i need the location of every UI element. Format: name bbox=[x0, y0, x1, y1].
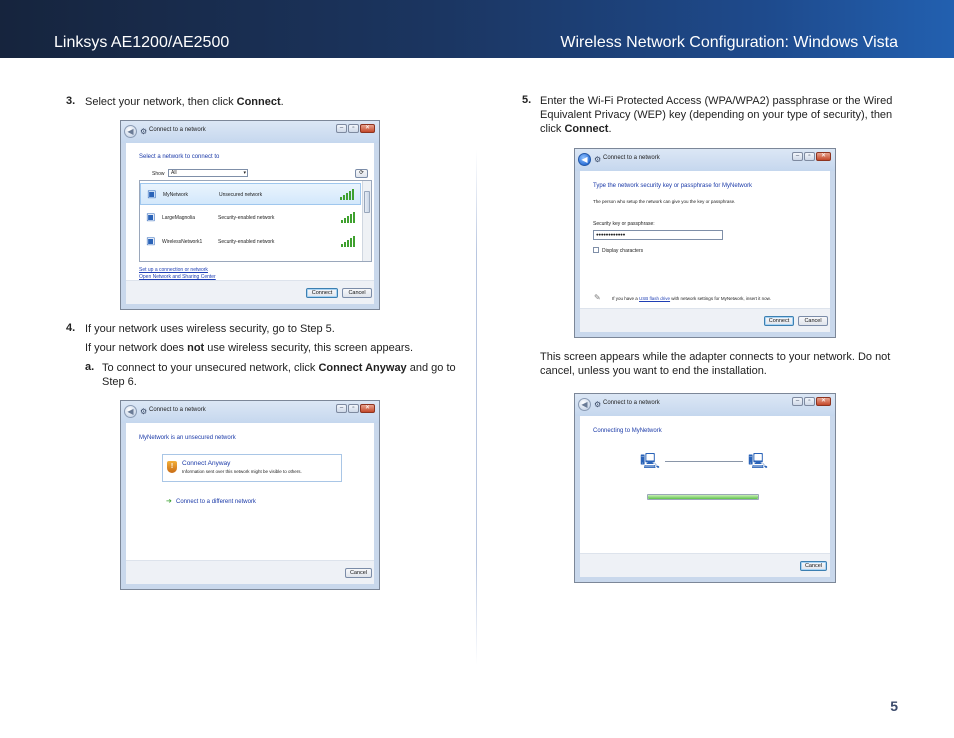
usb-note: If you have a USB flash drive with network settings for MyNetwork, insert it now. bbox=[612, 296, 771, 301]
maximize-button[interactable]: ▫ bbox=[348, 124, 359, 133]
signal-bars-icon bbox=[340, 189, 354, 200]
dialog-select-network bbox=[120, 120, 380, 310]
network-list bbox=[139, 180, 372, 262]
show-select[interactable]: All ▾ bbox=[168, 169, 248, 177]
dialog-heading: MyNetwork is an unsecured network bbox=[139, 435, 236, 441]
minimize-button[interactable]: – bbox=[792, 397, 803, 406]
title-bar bbox=[121, 121, 379, 143]
signal-bars-icon bbox=[341, 212, 355, 223]
setup-connection-link[interactable]: Set up a connection or network bbox=[139, 267, 208, 273]
computer-icon: ▣ bbox=[147, 189, 157, 200]
network-icon: ⚙ bbox=[594, 155, 602, 164]
maximize-button[interactable]: ▫ bbox=[348, 404, 359, 413]
cancel-button[interactable]: Cancel bbox=[798, 316, 828, 326]
chevron-down-icon: ▾ bbox=[243, 170, 246, 176]
step-4-number: 4. bbox=[66, 322, 76, 334]
title-bar bbox=[575, 394, 835, 416]
connection-line bbox=[665, 461, 743, 462]
page-number: 5 bbox=[890, 698, 898, 714]
key-label: Security key or passphrase: bbox=[593, 221, 655, 227]
dialog-title: Connect to a network bbox=[149, 127, 206, 133]
dialog-unsecured-network bbox=[120, 400, 380, 590]
dialog-subheading: The person who setup the network can give you the key or passphrase. bbox=[593, 199, 736, 204]
cancel-button[interactable]: Cancel bbox=[342, 288, 372, 298]
security-key-input[interactable]: ●●●●●●●●●●●● bbox=[593, 230, 723, 240]
display-characters-label: Display characters bbox=[602, 248, 644, 254]
refresh-button[interactable]: ⟳ bbox=[355, 169, 368, 178]
minimize-button[interactable]: – bbox=[336, 124, 347, 133]
step-3-number: 3. bbox=[66, 95, 76, 107]
step-4a-text: To connect to your unsecured network, click Connect Anyway and go to Step 6. bbox=[102, 362, 456, 388]
step-4a-label: a. bbox=[85, 361, 95, 373]
network-sharing-link[interactable]: Open Network and Sharing Center bbox=[139, 274, 216, 280]
signal-bars-icon bbox=[341, 236, 355, 247]
network-icon: ⚙ bbox=[140, 127, 148, 136]
minimize-button[interactable]: – bbox=[336, 404, 347, 413]
computer-icon: 🖳 bbox=[640, 453, 661, 470]
step-5-text: Enter the Wi-Fi Protected Access (WPA/WPA2) passphrase or the Wired Equivalent Privacy (WEP) key (depending on your type of security), then click Connect. bbox=[540, 95, 893, 135]
step-3-text: Select your network, then click Connect. bbox=[85, 96, 284, 108]
cancel-button[interactable]: Cancel bbox=[800, 561, 827, 571]
connect-button[interactable]: Connect bbox=[306, 288, 338, 298]
column-divider bbox=[476, 150, 477, 665]
cancel-button[interactable]: Cancel bbox=[345, 568, 372, 578]
list-scrollbar[interactable] bbox=[362, 181, 371, 261]
connect-anyway-option[interactable]: ! Connect Anyway Information sent over this network might be visible to others. bbox=[162, 454, 342, 482]
close-button[interactable]: ✕ bbox=[816, 397, 831, 406]
step-4-line2: If your network does not use wireless security, this screen appears. bbox=[85, 342, 414, 354]
usb-drive-icon: ✎ bbox=[594, 293, 601, 302]
title-bar bbox=[575, 149, 835, 171]
close-button[interactable]: ✕ bbox=[360, 124, 375, 133]
network-row[interactable]: ▣ LargeMagnolia Security-enabled network bbox=[140, 207, 361, 229]
dialog-connecting bbox=[574, 393, 836, 583]
connect-button[interactable]: Connect bbox=[764, 316, 794, 326]
product-title: Linksys AE1200/AE2500 bbox=[54, 34, 230, 51]
back-button[interactable]: ◀ bbox=[124, 405, 137, 418]
network-computer-icon: 🖳 bbox=[748, 453, 769, 470]
dialog-title: Connect to a network bbox=[603, 155, 660, 161]
network-row[interactable]: ▣ MyNetwork Unsecured network bbox=[140, 183, 361, 205]
close-button[interactable]: ✕ bbox=[816, 152, 831, 161]
page-header bbox=[0, 0, 954, 58]
minimize-button[interactable]: – bbox=[792, 152, 803, 161]
back-button[interactable]: ◀ bbox=[578, 398, 591, 411]
back-button[interactable]: ◀ bbox=[124, 125, 137, 138]
usb-flash-link[interactable]: USB flash drive bbox=[639, 296, 671, 301]
computer-icon: ▣ bbox=[146, 212, 156, 223]
display-characters-checkbox[interactable] bbox=[593, 247, 599, 253]
dialog-title: Connect to a network bbox=[149, 407, 206, 413]
step-5-number: 5. bbox=[522, 94, 532, 106]
dialog-security-key bbox=[574, 148, 836, 338]
maximize-button[interactable]: ▫ bbox=[804, 397, 815, 406]
dialog-heading: Type the network security key or passphrase for MyNetwork bbox=[593, 183, 753, 189]
connecting-note: This screen appears while the adapter connects to your network. Do not cancel, unless you want to end the installation. bbox=[540, 351, 891, 377]
dialog-title: Connect to a network bbox=[603, 400, 660, 406]
network-icon: ⚙ bbox=[594, 400, 602, 409]
dialog-heading: Select a network to connect to bbox=[139, 154, 220, 160]
computer-icon: ▣ bbox=[146, 236, 156, 247]
arrow-right-icon: ➔ bbox=[166, 498, 172, 505]
network-row[interactable]: ▣ WirelessNetwork1 Security-enabled network bbox=[140, 231, 361, 253]
section-title: Wireless Network Configuration: Windows Vista bbox=[560, 34, 898, 51]
dialog-heading: Connecting to MyNetwork bbox=[593, 428, 662, 434]
shield-warning-icon: ! bbox=[167, 461, 177, 473]
progress-fill bbox=[648, 495, 758, 499]
back-button[interactable]: ◀ bbox=[578, 153, 591, 166]
close-button[interactable]: ✕ bbox=[360, 404, 375, 413]
network-icon: ⚙ bbox=[140, 407, 148, 416]
show-label: Show bbox=[152, 171, 165, 177]
progress-bar bbox=[647, 494, 759, 500]
maximize-button[interactable]: ▫ bbox=[804, 152, 815, 161]
title-bar bbox=[121, 401, 379, 423]
connect-different-link[interactable]: Connect to a different network bbox=[176, 499, 256, 505]
step-4-line1: If your network uses wireless security, go to Step 5. bbox=[85, 323, 335, 335]
